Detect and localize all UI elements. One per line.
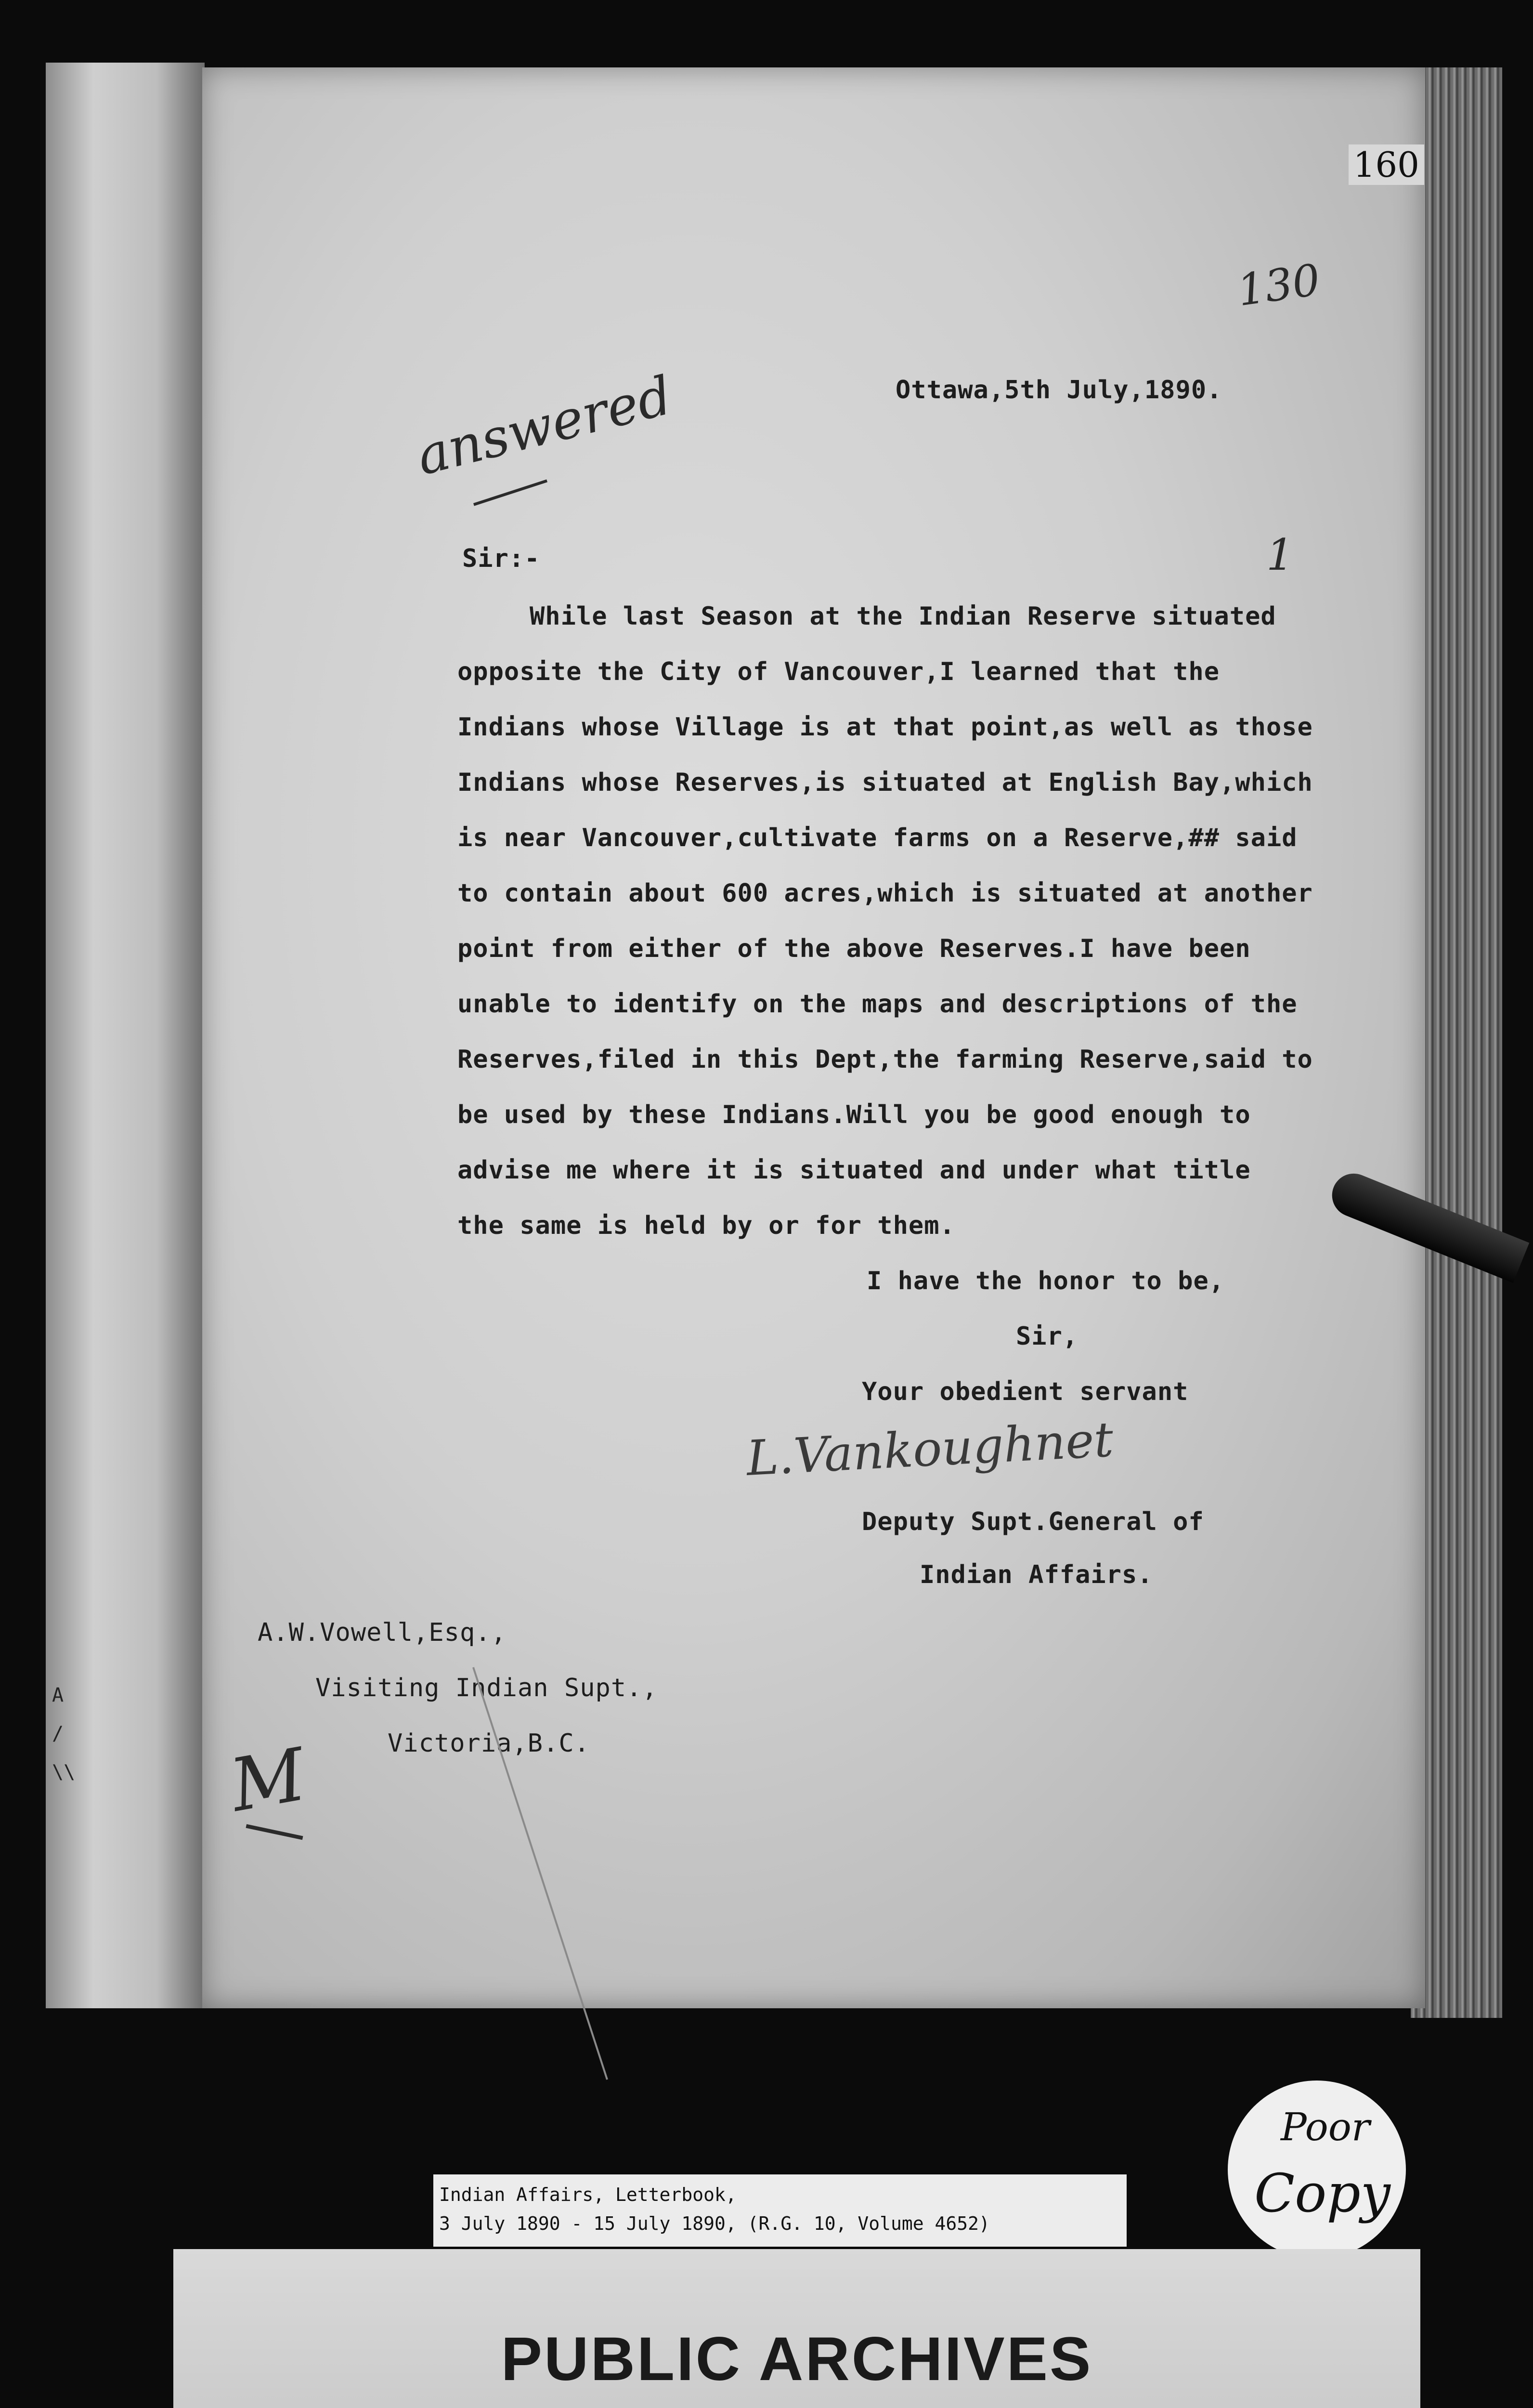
body-line: While last Season at the Indian Reserve situated bbox=[530, 602, 1276, 631]
body-line: to contain about 600 acres,which is situated at another bbox=[457, 879, 1313, 908]
initial-underline bbox=[246, 1824, 303, 1840]
addressee-line: Victoria,B.C. bbox=[388, 1729, 590, 1758]
archives-line-english: PUBLIC ARCHIVES bbox=[501, 2325, 1093, 2394]
letter-sheet bbox=[202, 67, 1425, 2008]
margin-mark: \\ bbox=[52, 1761, 76, 1783]
page-number: 160 bbox=[1349, 144, 1424, 185]
closing-line: I have the honor to be, bbox=[867, 1267, 1225, 1296]
margin-tick: 1 bbox=[1266, 530, 1294, 580]
closing-line: Your obedient servant bbox=[862, 1377, 1189, 1406]
answered-annotation: answered bbox=[410, 364, 678, 487]
stamp-line-1: Poor bbox=[1281, 2105, 1370, 2149]
annotation-underline bbox=[473, 479, 547, 506]
body-line: be used by these Indians.Will you be good enough to bbox=[457, 1100, 1251, 1129]
salutation: Sir:- bbox=[462, 544, 540, 573]
body-line: is near Vancouver,cultivate farms on a Reserve,## said bbox=[457, 824, 1298, 852]
signer-title: Deputy Supt.General of bbox=[862, 1507, 1204, 1536]
body-line: Indians whose Reserves,is situated at English Bay,which bbox=[457, 768, 1313, 797]
margin-mark: A bbox=[52, 1684, 64, 1706]
closing-line: Sir, bbox=[1016, 1322, 1078, 1351]
body-line: opposite the City of Vancouver,I learned that the bbox=[457, 657, 1220, 686]
addressee-line: Visiting Indian Supt., bbox=[315, 1674, 658, 1702]
place-date: Ottawa,5th July,1890. bbox=[896, 376, 1222, 405]
initial-mark: M bbox=[224, 1732, 312, 1829]
caption-line-1: Indian Affairs, Letterbook, bbox=[439, 2184, 737, 2205]
addressee-line: A.W.Vowell,Esq., bbox=[258, 1618, 507, 1647]
body-line: unable to identify on the maps and descriptions of the bbox=[457, 990, 1298, 1019]
signature: L.Vankoughnet bbox=[745, 1411, 1115, 1487]
caption-label bbox=[433, 2174, 1127, 2247]
folio-mark: 130 bbox=[1234, 254, 1324, 316]
archives-banner bbox=[173, 2249, 1420, 2408]
body-line: Reserves,filed in this Dept,the farming Reserve,said to bbox=[457, 1045, 1313, 1074]
stamp-line-2: Copy bbox=[1254, 2162, 1390, 2224]
body-line: advise me where it is situated and under what title bbox=[457, 1156, 1251, 1185]
left-margin-marks bbox=[52, 1676, 81, 1965]
poor-copy-stamp bbox=[1228, 2081, 1406, 2259]
signer-title: Indian Affairs. bbox=[920, 1560, 1153, 1589]
margin-mark: / bbox=[52, 1723, 64, 1745]
caption-line-2: 3 July 1890 - 15 July 1890, (R.G. 10, Volume 4652) bbox=[439, 2213, 990, 2234]
body-line: Indians whose Village is at that point,as well as those bbox=[457, 713, 1313, 742]
body-line: the same is held by or for them. bbox=[457, 1211, 955, 1240]
body-line: point from either of the above Reserves.I have been bbox=[457, 934, 1251, 963]
